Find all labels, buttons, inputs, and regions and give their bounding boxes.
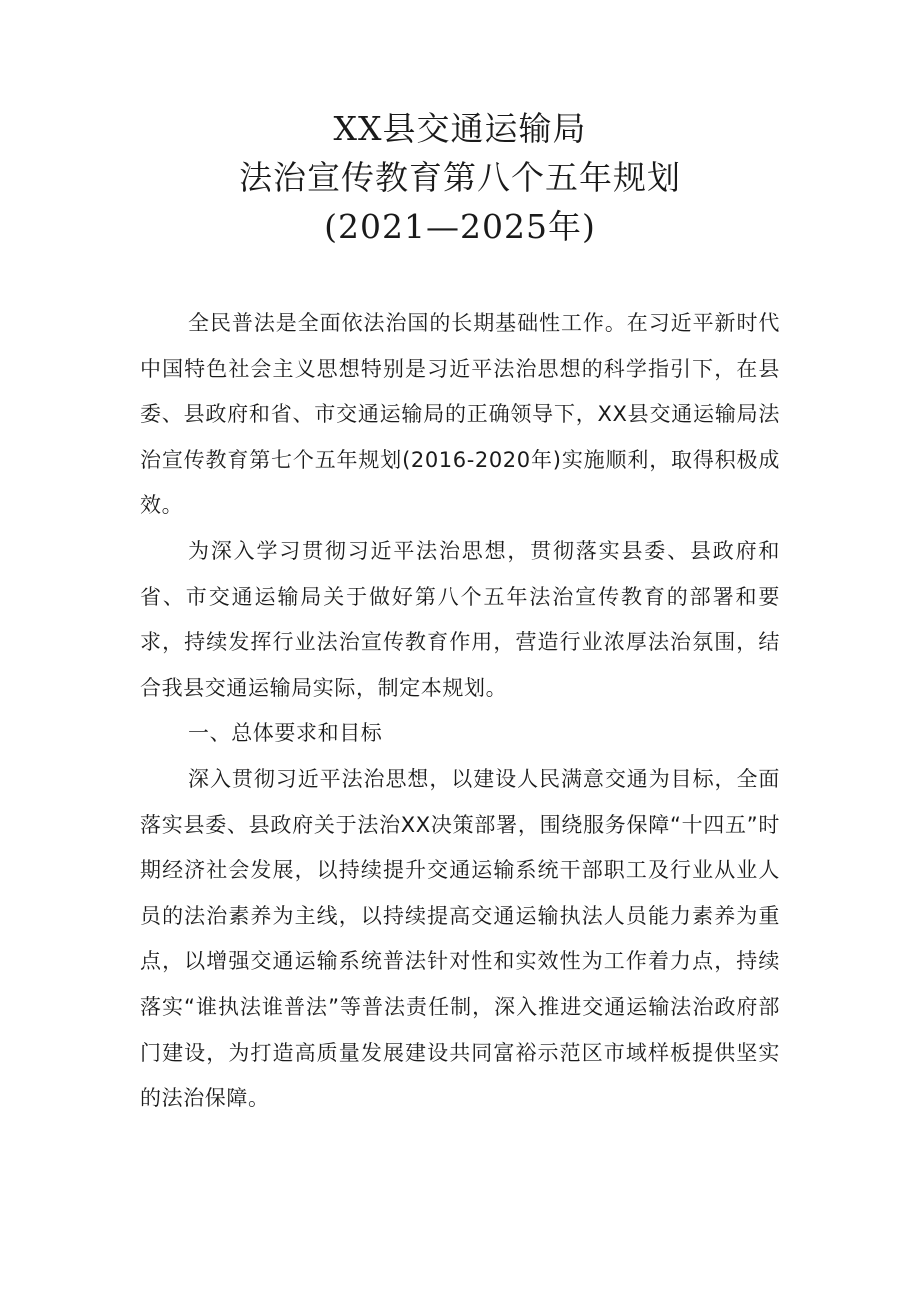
purpose-paragraph: 为深入学习贯彻习近平法治思想，贯彻落实县委、县政府和省、市交通运输局关于做好第八个五年法治宣传教育的部署和要求，持续发挥行业法治宣传教育作用，营造行业浓厚法治氛围，结合我县交通运输局实际，制定本规划。 (140, 538, 780, 700)
document-body (140, 301, 780, 1122)
title-line-agency: XX县交通运输局 (333, 109, 587, 148)
title-line-years: (2021—2025年) (324, 207, 596, 246)
intro-paragraph: 全民普法是全面依法治国的长期基础性工作。在习近平新时代中国特色社会主义思想特别是习近平法治思想的科学指引下，在县委、县政府和省、市交通运输局的正确领导下，XX县交通运输局法治宣传教育第七个五年规划(2016-2020年)实施顺利，取得积极成效。 (140, 311, 780, 518)
section-heading: 一、总体要求和目标 (188, 721, 383, 746)
document-title (0, 104, 920, 251)
section-paragraph: 深入贯彻习近平法治思想，以建设人民满意交通为目标，全面落实县委、县政府关于法治XX决策部署，围绕服务保障“十四五”时期经济社会发展，以持续提升交通运输系统干部职工及行业从业人员的法治素养为主线，以持续提高交通运输执法人员能力素养为重点，以增强交通运输系统普法针对性和实效性为工作着力点，持续落实“谁执法谁普法”等普法责任制，深入推进交通运输法治政府部门建设，为打造高质量发展建设共同富裕示范区市域样板提供坚实的法治保障。 (140, 766, 780, 1111)
title-line-plan: 法治宣传教育第八个五年规划 (239, 158, 681, 197)
